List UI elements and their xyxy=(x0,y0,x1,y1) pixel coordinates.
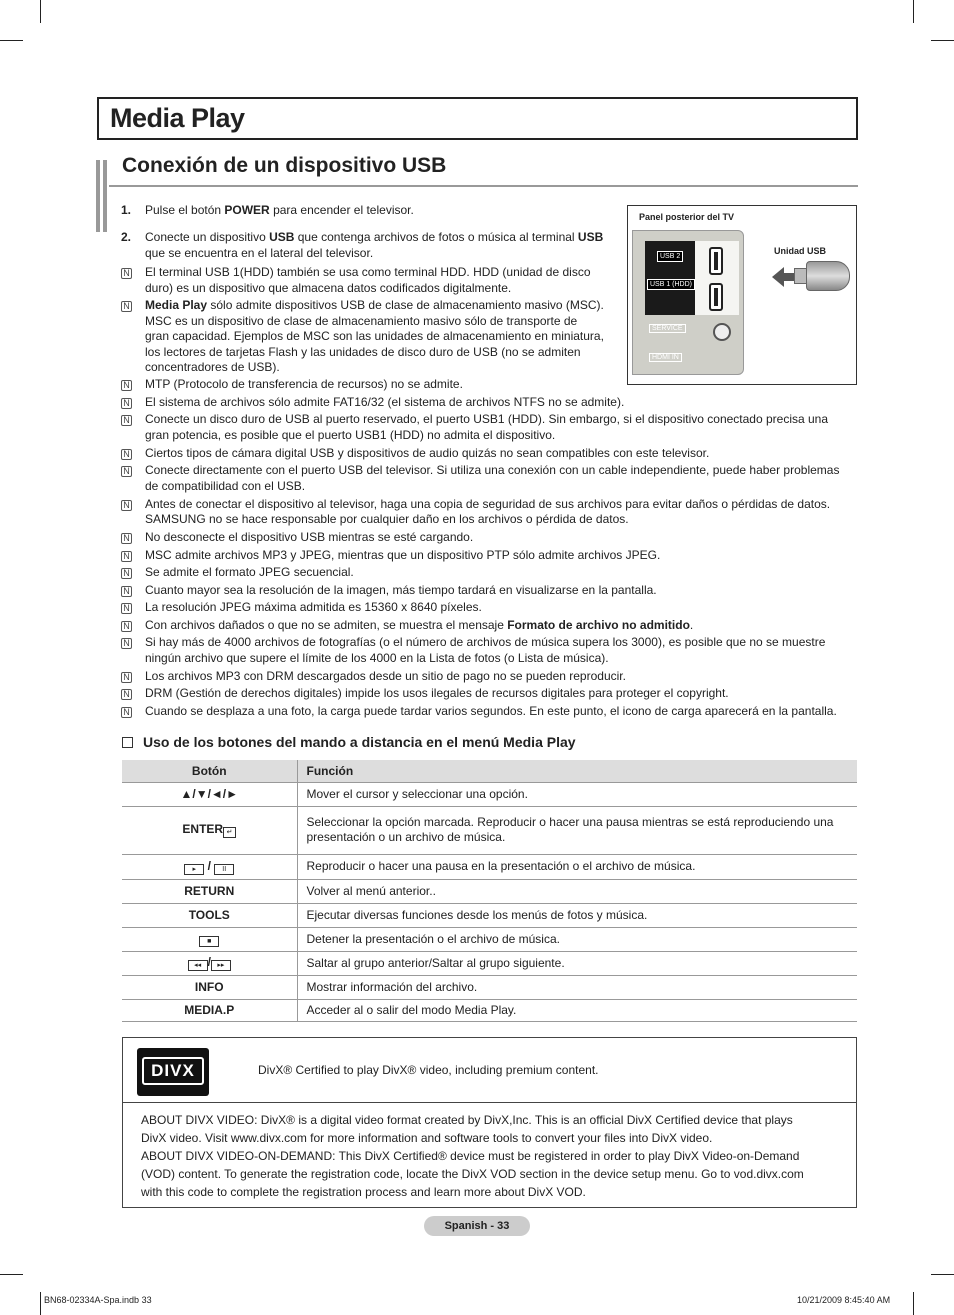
section-bar xyxy=(103,160,107,232)
note-icon: N xyxy=(121,689,132,700)
text: que se encuentra en el lateral del televisor. xyxy=(145,245,374,260)
service-port-icon xyxy=(713,323,731,341)
table-row xyxy=(122,951,857,975)
table-row xyxy=(122,903,857,927)
note-icon: N xyxy=(121,533,132,544)
button-cell xyxy=(122,806,297,854)
note-icon: N xyxy=(121,500,132,511)
tv-rear-panel-diagram xyxy=(627,205,857,385)
note-text xyxy=(145,704,837,720)
section-rule xyxy=(109,185,858,187)
button-cell: TOOLS xyxy=(122,903,297,927)
text: MTP (Protocolo de transferencia de recursos) no se admite. xyxy=(145,377,463,391)
section-bar xyxy=(96,160,100,232)
note-text xyxy=(145,377,463,393)
step-2 xyxy=(121,230,616,262)
note-text xyxy=(145,600,482,616)
checkbox-icon xyxy=(122,737,133,748)
divx-about-line: (VOD) content. To generate the registration code, locate the DivX VOD section in the device setup menu. Go to vod.divx.com xyxy=(141,1167,804,1181)
note-item xyxy=(121,565,856,581)
note-item xyxy=(121,600,856,616)
note-icon: N xyxy=(121,301,132,312)
button-cell: ▲/▼/◄/► xyxy=(122,782,297,806)
enter-icon: ↵ xyxy=(223,827,236,838)
note-icon: N xyxy=(121,449,132,460)
crop-mark xyxy=(0,1274,23,1275)
service-label: SERVICE xyxy=(649,324,686,333)
text: La resolución JPEG máxima admitida es 15360 x 8640 píxeles. xyxy=(145,600,482,614)
divx-about-line: ABOUT DIVX VIDEO-ON-DEMAND: This DivX Certified® device must be registered in order to play DivX Video-on-Demand xyxy=(141,1149,800,1163)
note-text xyxy=(145,298,604,376)
note-text xyxy=(145,530,473,546)
note-text xyxy=(145,548,660,564)
table-row xyxy=(122,806,857,854)
function-cell: Mover el cursor y seleccionar una opción. xyxy=(297,782,857,806)
step-text xyxy=(145,203,414,219)
table-header: Botón xyxy=(122,760,297,782)
step-number: 2. xyxy=(121,230,132,244)
divx-about-line: ABOUT DIVX VIDEO: DivX® is a digital video format created by DivX,Inc. This is an official DivX Certified device that plays xyxy=(141,1113,793,1127)
note-icon: N xyxy=(121,586,132,597)
page-title: Media Play xyxy=(110,103,245,133)
note-text xyxy=(145,395,624,411)
text: de compatibilidad con el USB. xyxy=(145,478,306,493)
divx-about-line: DivX video. Visit www.divx.com for more information and software tools to convert your files into DivX video. xyxy=(141,1131,713,1145)
sub-heading-text: Uso de los botones del mando a distancia en el menú Media Play xyxy=(143,734,576,750)
divx-box xyxy=(122,1037,857,1208)
bold-text: Formato de archivo no admitido xyxy=(507,617,690,632)
text: para encender el televisor. xyxy=(269,203,414,217)
table-row xyxy=(122,879,857,903)
button-cell: ◂◂ / ▸▸ xyxy=(122,951,297,975)
text: que contenga archivos de fotos o música al terminal xyxy=(294,230,578,244)
note-item xyxy=(121,635,856,666)
function-cell: Ejecutar diversas funciones desde los menús de fotos y música. xyxy=(297,903,857,927)
usb1-port-icon xyxy=(709,283,723,311)
usb-drive-icon xyxy=(806,261,850,291)
note-item xyxy=(121,412,856,443)
enter-label: ENTER xyxy=(182,822,224,836)
diagram-caption: Panel posterior del TV xyxy=(639,212,735,222)
text: Ciertos tipos de cámara digital USB y dispositivos de audio quizás no sean compatibles con este televisor. xyxy=(145,445,710,460)
hdmi-label: HDMI IN xyxy=(649,353,682,362)
text: duro) es un dispositivo que almacena datos codificados digitalmente. xyxy=(145,280,512,295)
stop-icon: ■ xyxy=(199,936,219,947)
section-title: Conexión de un dispositivo USB xyxy=(122,154,447,177)
crop-mark xyxy=(0,40,23,41)
fast-forward-icon: ▸▸ xyxy=(211,960,231,971)
usb-drive-label: Unidad USB xyxy=(774,246,827,256)
text: . xyxy=(689,617,694,632)
divx-about xyxy=(141,1111,841,1201)
note-icon: N xyxy=(121,707,132,718)
text: Se admite el formato JPEG secuencial. xyxy=(145,565,354,579)
text: ningún archivo que supere el límite de los 4000 en la Lista de fotos (o Lista de música). xyxy=(145,650,609,665)
note-icon: N xyxy=(121,621,132,632)
text: Con archivos dañados o que no se admiten, se muestra el mensaje xyxy=(145,617,508,632)
text: Pulse el botón xyxy=(145,203,225,217)
note-item xyxy=(121,395,856,411)
divx-logo-text: DIVX xyxy=(142,1057,204,1085)
function-cell: Reproducir o hacer una pausa en la presentación o el archivo de música. xyxy=(297,854,857,879)
crop-mark xyxy=(931,1274,954,1275)
divx-certified-text: DivX® Certified to play DivX® video, including premium content. xyxy=(258,1063,599,1077)
text: El sistema de archivos sólo admite FAT16/32 (el sistema de archivos NTFS no se admite). xyxy=(145,394,625,409)
usb2-port-icon xyxy=(709,247,723,275)
note-icon: N xyxy=(121,638,132,649)
note-text xyxy=(145,635,825,666)
text: gran capacidad. Ejemplos de MSC son las unidades de almacenamiento en miniatura, xyxy=(145,329,604,343)
panel-dark-area xyxy=(645,241,695,315)
page-title-box xyxy=(97,97,858,140)
remote-buttons-table xyxy=(122,760,857,1022)
text: MSC admite archivos MP3 y JPEG, mientras que un dispositivo PTP sólo admite archivos JPEG. xyxy=(145,547,661,562)
button-cell: ▸ / II xyxy=(122,854,297,879)
step-number: 1. xyxy=(121,203,132,217)
tv-panel xyxy=(632,230,744,375)
note-text xyxy=(145,565,354,581)
note-item xyxy=(121,446,856,462)
text: los lectores de tarjetas Flash y las unidades de disco duro de USB (no se admiten xyxy=(145,344,581,359)
table-row xyxy=(122,927,857,951)
function-cell: Seleccionar la opción marcada. Reproducir o hacer una pausa mientras se está reproduciendo una presentación o un archivo de música. xyxy=(297,806,857,854)
note-icon: N xyxy=(121,380,132,391)
text: Cuanto mayor sea la resolución de la imagen, más tiempo tardará en visualizarse en la pantalla. xyxy=(145,582,657,597)
crop-mark xyxy=(40,1292,41,1315)
note-item xyxy=(121,548,856,564)
crop-mark xyxy=(913,1292,914,1315)
text: SAMSUNG no se hace responsable por cualquier daño en los archivos o pérdida de datos. xyxy=(145,512,629,526)
button-cell: MEDIA.P xyxy=(122,999,297,1021)
note-icon: N xyxy=(121,398,132,409)
sub-heading xyxy=(122,734,576,750)
button-cell xyxy=(122,927,297,951)
text: concentradores de USB). xyxy=(145,360,280,374)
step-text xyxy=(145,230,603,261)
function-cell: Mostrar información del archivo. xyxy=(297,975,857,999)
footer-timestamp: 10/21/2009 8:45:40 AM xyxy=(797,1295,891,1305)
text: Antes de conectar el dispositivo al televisor, haga una copia de seguridad de sus archivos para evitar daños o pérdidas de datos. xyxy=(145,496,831,511)
note-item xyxy=(121,583,856,599)
note-text xyxy=(145,446,709,462)
note-item xyxy=(121,686,856,702)
bold-text: USB xyxy=(577,230,604,244)
note-item xyxy=(121,669,856,685)
note-item xyxy=(121,618,856,634)
table-row xyxy=(122,999,857,1021)
note-item xyxy=(121,530,856,546)
table-header-row xyxy=(122,760,857,782)
play-icon: ▸ xyxy=(184,864,204,875)
text: Cuando se desplaza a una foto, la carga puede tardar varios segundos. En este punto, el icono de carga aparecerá en la pantalla. xyxy=(145,703,837,718)
note-icon: N xyxy=(121,268,132,279)
note-text xyxy=(145,497,830,528)
button-cell: RETURN xyxy=(122,879,297,903)
note-text xyxy=(145,412,828,443)
rewind-icon: ◂◂ xyxy=(188,960,208,971)
footer-file: BN68-02334A-Spa.indb 33 xyxy=(44,1295,152,1305)
note-text xyxy=(145,463,839,494)
text: El terminal USB 1(HDD) también se usa como terminal HDD. HDD (unidad de disco xyxy=(145,265,591,279)
divx-about-line: with this code to complete the registration process and learn more about DivX VOD. xyxy=(141,1185,586,1199)
crop-mark xyxy=(913,0,914,23)
table-row xyxy=(122,854,857,879)
table-row xyxy=(122,975,857,999)
text: Conecte un disco duro de USB al puerto reservado, el puerto USB1 (HDD). Sin embargo, si el dispositivo conectado precisa una xyxy=(145,412,829,426)
page-number: Spanish - 33 xyxy=(424,1216,530,1236)
note-item xyxy=(121,265,616,297)
note-item xyxy=(121,497,856,528)
note-item xyxy=(121,377,856,393)
function-cell: Acceder al o salir del modo Media Play. xyxy=(297,999,857,1021)
text: gran potencia, es posible que el puerto USB1 (HDD) no admita el dispositivo. xyxy=(145,427,556,442)
text: Si hay más de 4000 archivos de fotografías (o el número de archivos de música supera los 3000), es posible que no se muestre xyxy=(145,635,826,649)
text: No desconecte el dispositivo USB mientras se esté cargando. xyxy=(145,530,474,544)
note-text xyxy=(145,618,693,634)
crop-mark xyxy=(40,0,41,23)
note-icon: N xyxy=(121,603,132,614)
note-text xyxy=(145,583,657,599)
note-icon: N xyxy=(121,568,132,579)
function-cell: Volver al menú anterior.. xyxy=(297,879,857,903)
button-cell: INFO xyxy=(122,975,297,999)
note-icon: N xyxy=(121,551,132,562)
note-item xyxy=(121,298,616,378)
bold-text: POWER xyxy=(224,203,270,217)
note-text xyxy=(145,265,591,296)
text: sólo admite dispositivos USB de clase de almacenamiento masivo (MSC). xyxy=(207,298,604,312)
text: Los archivos MP3 con DRM descargados desde un sitio de pago no se pueden reproducir. xyxy=(145,668,626,683)
text: Conecte un dispositivo xyxy=(145,230,270,244)
usb1-label: USB 1 (HDD) xyxy=(647,279,695,290)
function-cell: Saltar al grupo anterior/Saltar al grupo siguiente. xyxy=(297,951,857,975)
table-row xyxy=(122,782,857,806)
pause-icon: II xyxy=(214,864,234,875)
note-icon: N xyxy=(121,415,132,426)
divx-header xyxy=(123,1038,856,1103)
usb2-label: USB 2 xyxy=(657,251,683,262)
note-icon: N xyxy=(121,466,132,477)
note-item xyxy=(121,463,856,494)
bold-text: USB xyxy=(269,230,295,244)
text: Conecte directamente con el puerto USB del televisor. Si utiliza una conexión con un cable independiente, puede haber problemas xyxy=(145,463,840,477)
function-cell: Detener la presentación o el archivo de música. xyxy=(297,927,857,951)
divx-logo xyxy=(137,1048,209,1096)
crop-mark xyxy=(931,40,954,41)
note-item xyxy=(121,704,856,720)
text: DRM (Gestión de derechos digitales) impide los usos ilegales de recursos digitales para proteger el copyright. xyxy=(145,686,729,700)
step-1 xyxy=(121,203,611,219)
note-text xyxy=(145,686,729,702)
note-icon: N xyxy=(121,672,132,683)
note-text xyxy=(145,669,626,685)
panel-port-area xyxy=(695,241,739,315)
text: MSC es un dispositivo de clase de almacenamiento masivo sólo de transporte de xyxy=(145,313,578,328)
bold-text: Media Play xyxy=(145,298,208,312)
table-header: Función xyxy=(297,760,857,782)
